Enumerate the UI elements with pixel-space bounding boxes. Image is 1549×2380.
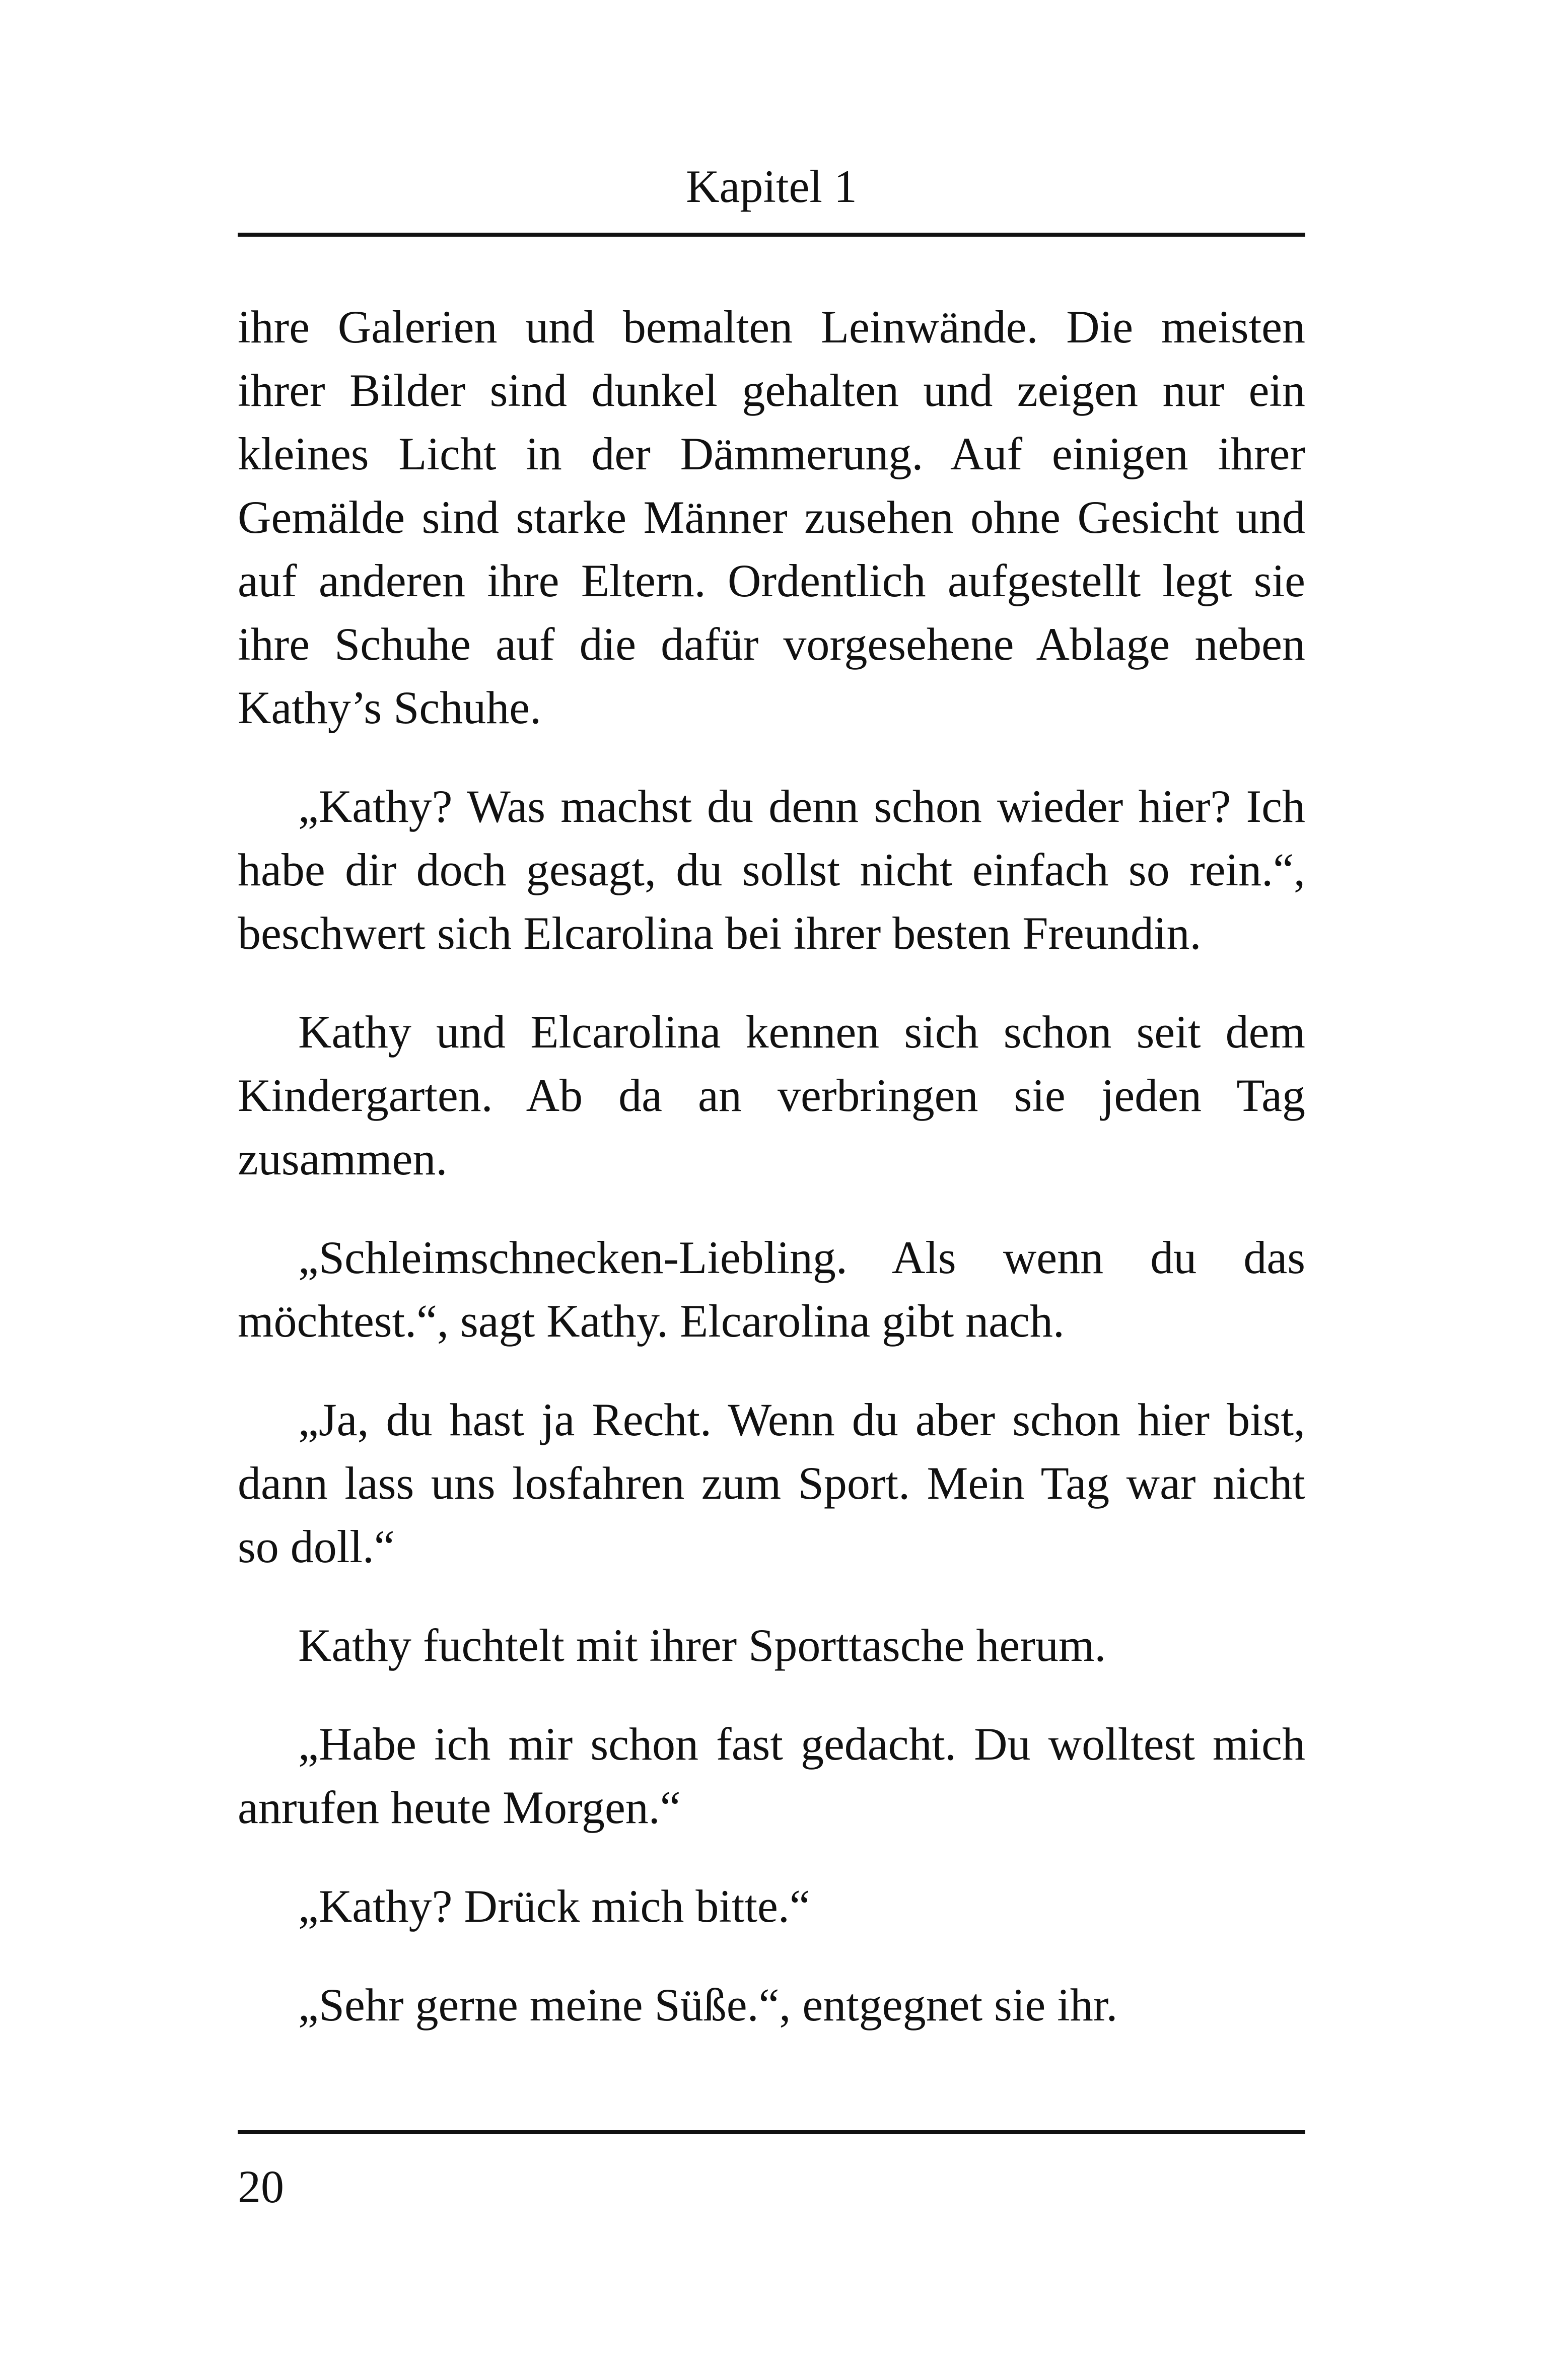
paragraph-6: Kathy fuchtelt mit ihrer Sporttasche herum. xyxy=(298,1620,1106,1671)
paragraph-4: „Schleimschnecken-Liebling. Als wenn du das möchtest.“, sagt Kathy. Elcarolina gibt nach. xyxy=(238,1232,1305,1347)
header-rule xyxy=(238,233,1305,237)
paragraph-3: Kathy und Elcarolina kennen sich schon seit dem Kindergarten. Ab da an verbringen sie jeden Tag zusammen. xyxy=(238,1006,1305,1184)
paragraph-9: „Sehr gerne meine Süße.“, entgegnet sie ihr. xyxy=(298,1979,1118,2031)
paragraph-5: „Ja, du hast ja Recht. Wenn du aber schon hier bist, dann lass uns losfahren zum Sport. Mein Tag war nicht so doll.“ xyxy=(238,1394,1305,1572)
paragraph-7: „Habe ich mir schon fast gedacht. Du wolltest mich anrufen heute Morgen.“ xyxy=(238,1718,1305,1833)
body-text xyxy=(238,295,1305,2037)
paragraph-8: „Kathy? Drück mich bitte.“ xyxy=(298,1880,810,1932)
paragraph-1: ihre Galerien und bemalten Leinwände. Die meisten ihrer Bilder sind dunkel gehalten und zeigen nur ein kleines Licht in der Dämmerung. Auf einigen ihrer Gemälde sind starke Männer zusehen ohne Gesicht und auf anderen ihre Eltern. Ordentlich aufgestellt legt sie ihre Schuhe auf die dafür vorgesehene Ablage neben Kathy’s Schuhe. xyxy=(238,301,1305,733)
footer-rule xyxy=(238,2130,1305,2134)
chapter-title: Kapitel 1 xyxy=(686,161,857,212)
paragraph-2: „Kathy? Was machst du denn schon wieder hier? Ich habe dir doch gesagt, du sollst nicht einfach so rein.“, beschwert sich Elcarolina bei ihrer besten Freundin. xyxy=(238,781,1305,959)
page-number: 20 xyxy=(238,2161,284,2212)
